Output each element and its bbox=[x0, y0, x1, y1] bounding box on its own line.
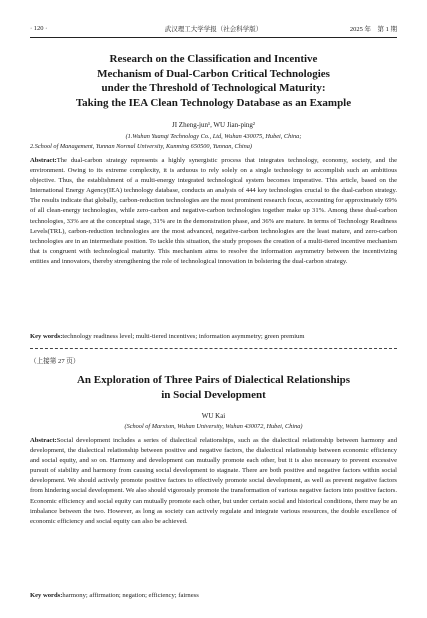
keywords-text: harmony; affirmation; negation; efficiency; fairness bbox=[62, 592, 199, 599]
article1-authors: JI Zheng-jun¹, WU Jian-ping² bbox=[172, 121, 255, 129]
keywords-label: Key words: bbox=[30, 333, 63, 340]
header-rule bbox=[30, 37, 397, 38]
running-header bbox=[30, 22, 397, 34]
article2-abstract bbox=[30, 436, 397, 527]
article1-keywords bbox=[30, 332, 397, 342]
section-divider bbox=[30, 348, 397, 349]
article2-author: WU Kai bbox=[201, 412, 226, 420]
article2-title bbox=[30, 373, 397, 402]
abstract-label: Abstract: bbox=[30, 437, 57, 444]
keywords-label: Key words: bbox=[30, 592, 63, 599]
article1-affiliation-2: 2.School of Management, Yunnan Normal University, Kunming 650500, Yunnan, China) bbox=[30, 143, 253, 150]
continued-note: （上接第 27 页） bbox=[30, 358, 80, 365]
article1-affiliation-1: (1.Wuhan Yuanqi Technology Co., Ltd, Wuhan 430075, Hubei, China; bbox=[125, 133, 302, 140]
article1-title-line: Research on the Classification and Incentive bbox=[109, 53, 318, 65]
article1-title-line: under the Threshold of Technological Maturity: bbox=[101, 82, 326, 94]
article2-title-line: An Exploration of Three Pairs of Dialectical Relationships bbox=[76, 374, 351, 386]
article1-title-line: Mechanism of Dual-Carbon Critical Technologies bbox=[97, 67, 330, 80]
page-number: · 120 · bbox=[30, 24, 48, 32]
issue-info: 2025 年 第 1 期 bbox=[349, 25, 397, 33]
article1-title-line: Taking the IEA Clean Technology Database as an Example bbox=[75, 96, 352, 109]
article2-keywords bbox=[30, 591, 397, 601]
abstract-text: The dual-carbon strategy represents a highly synergistic process that integrates technology, economy, society, and the environment. Owing to its extreme complexity, it is arduous to rely solely on a single technology to accomplish such an ambitious objective. Thus, the establishment of a multi-energy integrated technological system becomes imperative. This article, based on the International Energy Agency(IEA) technology database, conducts an analysis of 444 key technologies crucial to the dual-carbon strategy. The results indicate that globally, carbon-reduction technologies are the most prominent research focus, accounting for approximately 69% of all clean-energy technologies, while zero-carbon and negative-carbon technologies together make up 31%. Among these dual-carbon technologies, 33% are at the conceptual stage, 31% are in the demonstration phase, and 36% are mature. In terms of Technology Readiness Levels(TRL), carbon-reduction technologies are the most advanced, negative-carbon technologies are the least mature, and zero-carbon technologies are in an intermediate position. To tackle this situation, the study proposes the creation of a multi-tiered incentive mechanism that is congruent with technological maturity. This mechanism aims to resolve the information asymmetry between the incentivizing entities and innovators, thereby strengthening the role of technological innovation in bolstering the dual-carbon strategy. bbox=[30, 157, 397, 265]
abstract-text: Social development includes a series of dialectical relationships, such as the dialectical relationship between harmony and development, the dialectical relationship between positive and negative factors, the dialectical relationship between economic efficiency and social equity, and so on. Harmony and development can mutually promote each other, but it is also necessary to prevent excessive pursuit of stability and harmony from causing social development to stagnate. There are both positive and negative factors within social development. We should actively promote positive factors to effectively promote social development, as well as prevent negative factors from hindering social development. We also should vigorously promote the transformation of various negative factors into positive factors. Economic efficiency and social equity can mutually promote each other, but under certain social and historical conditions, there may be an imbalance between the two. However, as long as society can actively regulate and integrate various resources, the double excellence of economic efficiency and social equity can also be achieved. bbox=[30, 437, 397, 525]
article2-title-line: in Social Development bbox=[161, 388, 266, 401]
keywords-text: technology readiness level; multi-tiered incentives; information asymmetry; green premium bbox=[62, 333, 305, 340]
journal-name: 武汉理工大学学报（社会科学版） bbox=[164, 25, 263, 33]
article2-affiliation: (School of Marxism, Wuhan University, Wuhan 430072, Hubei, China) bbox=[124, 423, 303, 430]
abstract-label: Abstract: bbox=[30, 157, 57, 164]
article1-abstract bbox=[30, 156, 397, 267]
article1-title bbox=[30, 52, 397, 110]
